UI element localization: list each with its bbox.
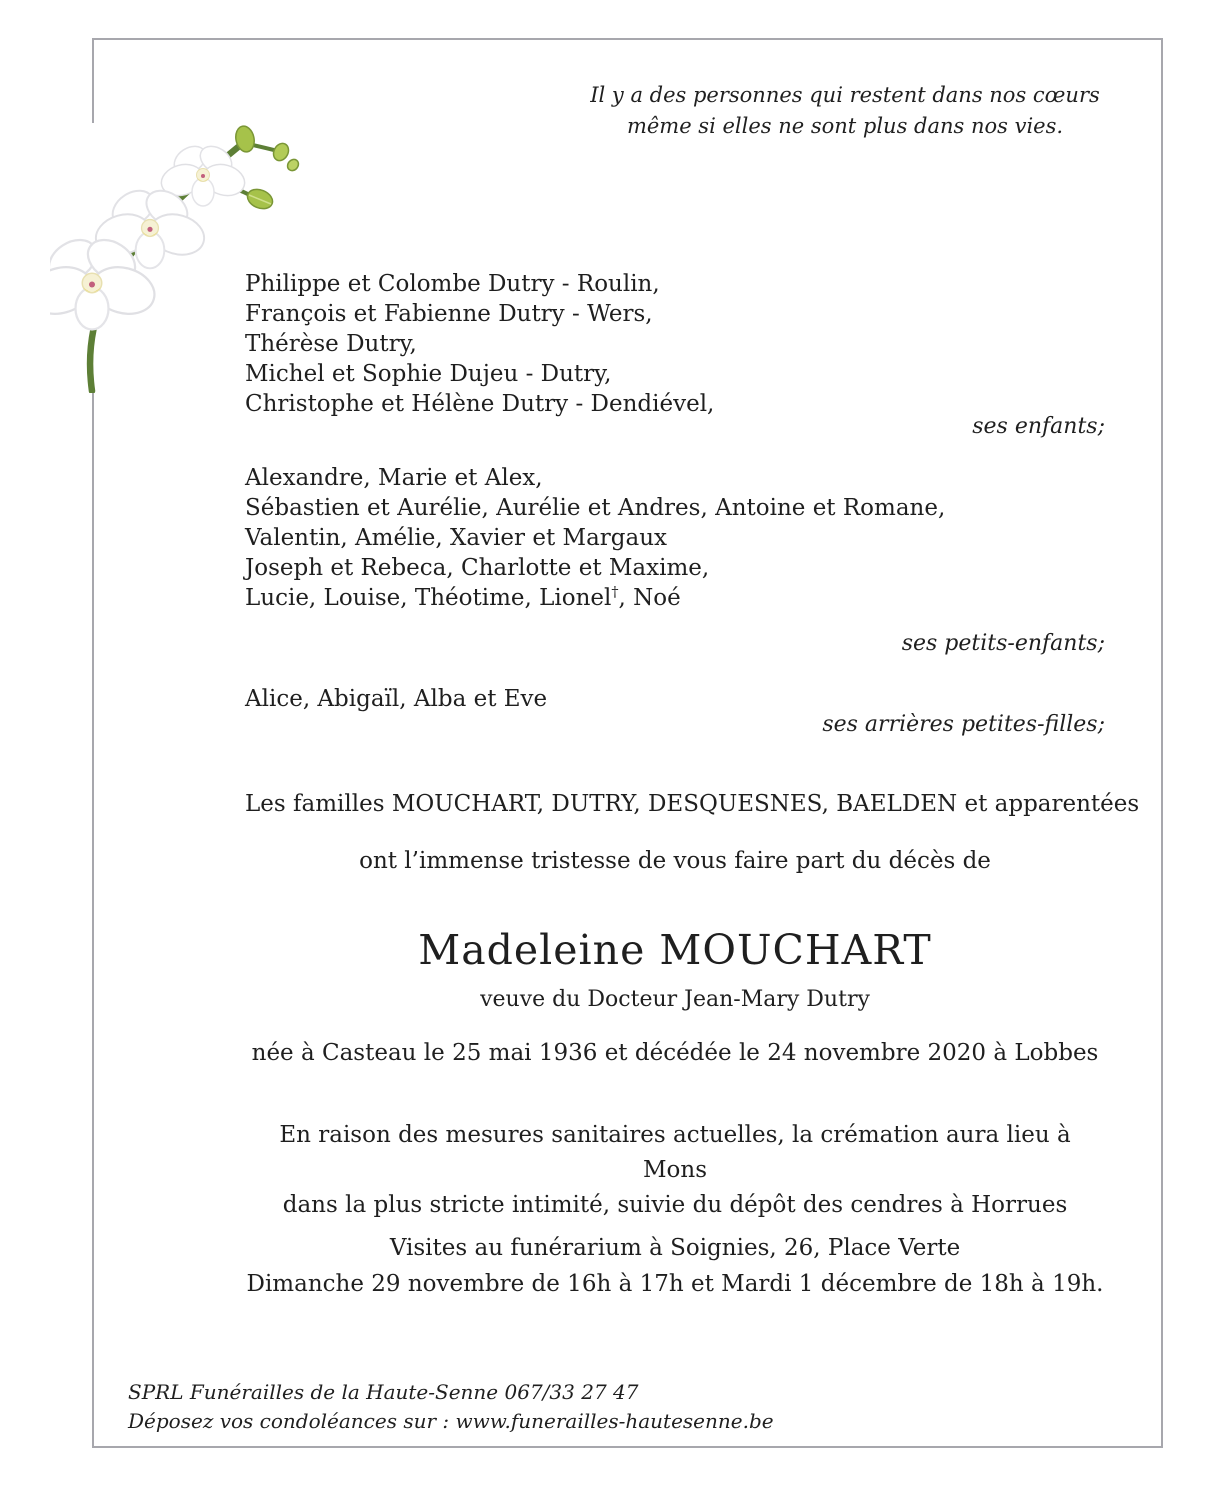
condolences-website: Déposez vos condoléances sur : www.funerailles-hautesenne.be [128,1409,774,1433]
families-line: Les familles MOUCHART, DUTRY, DESQUESNES, BAELDEN et apparentées [245,791,1140,817]
grandchildren-line: Valentin, Amélie, Xavier et Margaux [245,525,667,551]
visits-line-1: Visites au funérarium à Soignies, 26, Place Verte [389,1235,961,1261]
deceased-relation: veuve du Docteur Jean-Mary Dutry [480,987,870,1012]
funeral-home-contact: SPRL Funérailles de la Haute-Senne 067/33 27 47 [128,1380,639,1404]
ceremony-line-2: dans la plus stricte intimité, suivie du dépôt des cendres à Horrues [282,1192,1068,1218]
visits-info [245,1230,1105,1302]
ceremony-info [245,1118,1105,1223]
funeral-home-footer [128,1378,774,1436]
children-list [245,269,714,419]
children-label: ses enfants; [972,414,1105,439]
deceased-name: Madeleine MOUCHART [418,926,932,974]
visits-line-2: Dimanche 29 novembre de 16h à 17h et Mardi 1 décembre de 18h à 19h. [246,1271,1104,1297]
grandchildren-list [245,463,945,613]
ceremony-line-1: En raison des mesures sanitaires actuelles, la crémation aura lieu à Mons [279,1122,1071,1183]
quote-line-2: même si elles ne sont plus dans nos vies. [626,114,1064,138]
grandchildren-line5-prefix: Lucie, Louise, Théotime, Lionel [245,585,612,611]
children-line: Michel et Sophie Dujeu - Dutry, [245,361,612,387]
children-line: François et Fabienne Dutry - Wers, [245,301,653,327]
announcement-line: ont l’immense tristesse de vous faire part du décès de [359,848,991,874]
grandchildren-line: Joseph et Rebeca, Charlotte et Maxime, [245,555,710,581]
children-line: Philippe et Colombe Dutry - Roulin, [245,271,660,297]
grandchildren-line: Alexandre, Marie et Alex, [245,465,543,491]
grandchildren-line: Sébastien et Aurélie, Aurélie et Andres, Antoine et Romane, [245,495,946,521]
grandchildren-line [245,583,945,613]
memorial-quote [545,80,1145,142]
deceased-dagger: † [611,584,619,601]
quote-line-1: Il y a des personnes qui restent dans nos cœurs [590,83,1100,107]
grandchildren-label: ses petits-enfants; [901,631,1105,656]
grandchildren-line5-suffix: , Noé [618,585,681,611]
children-line: Christophe et Hélène Dutry - Dendiével, [245,391,715,417]
children-line: Thérèse Dutry, [245,331,417,357]
great-granddaughters-list: Alice, Abigaïl, Alba et Eve [245,686,548,712]
great-granddaughters-label: ses arrières petites-filles; [822,712,1105,737]
life-dates: née à Casteau le 25 mai 1936 et décédée le 24 novembre 2020 à Lobbes [251,1040,1099,1066]
